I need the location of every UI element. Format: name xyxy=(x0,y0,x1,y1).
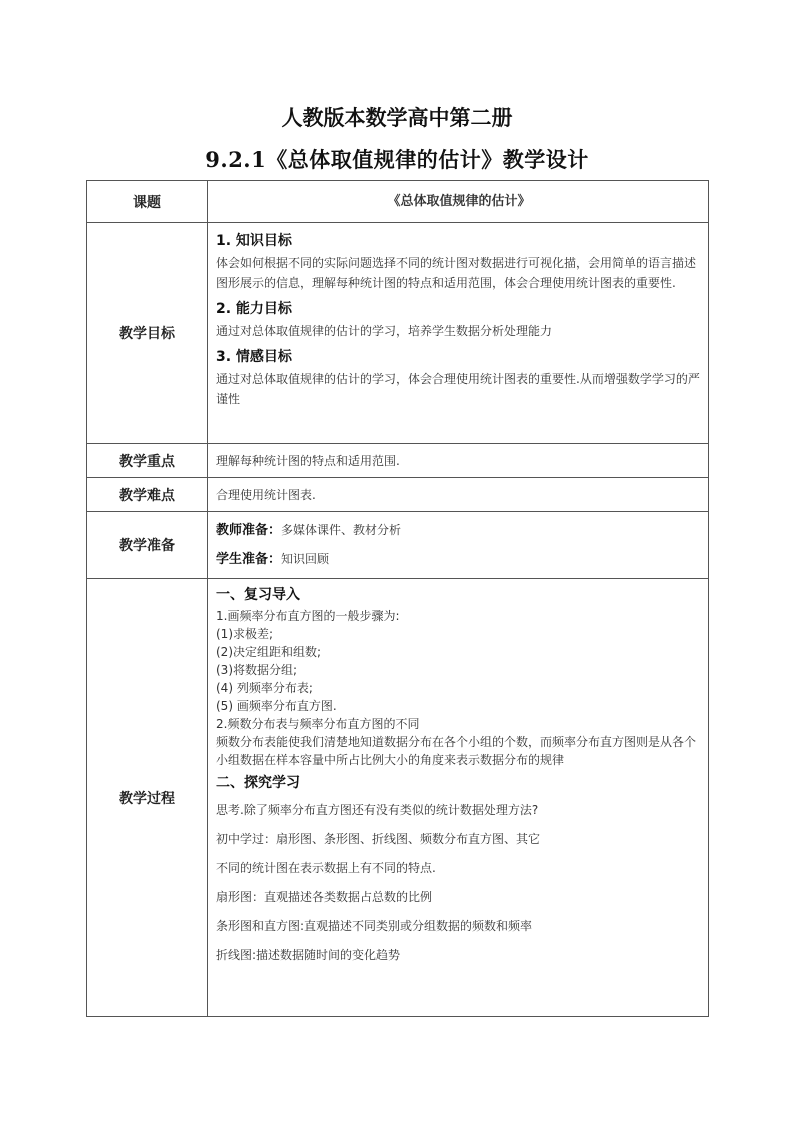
row-label-topic: 课题 xyxy=(87,181,208,223)
key-points-value: 理解每种统计图的特点和适用范围. xyxy=(216,453,400,468)
document-subtitle: 9.2.1《总体取值规律的估计》教学设计 xyxy=(205,147,589,172)
objective-heading-knowledge: 1. 知识目标 xyxy=(216,233,292,249)
teacher-preparation-value: 多媒体课件、教材分析 xyxy=(281,523,402,537)
student-preparation-label: 学生准备： xyxy=(216,552,282,567)
difficulties-value: 合理使用统计图表. xyxy=(216,487,316,502)
row-label-process: 教学过程 xyxy=(87,579,208,1017)
row-difficulties xyxy=(87,478,709,512)
explore-paragraph: 扇形图：直观描述各类数据占总数的比例 xyxy=(216,890,433,904)
review-line: (2)决定组距和组数; xyxy=(216,645,322,659)
row-process xyxy=(87,579,709,1017)
objective-heading-ability: 2. 能力目标 xyxy=(216,301,292,317)
difficulties-cell xyxy=(208,478,709,512)
row-label-key-points: 教学重点 xyxy=(87,444,208,478)
student-preparation xyxy=(216,545,702,574)
topic-value: 《总体取值规律的估计》 xyxy=(387,193,531,209)
key-points-cell xyxy=(208,444,709,478)
row-topic xyxy=(87,181,709,223)
preparation-cell xyxy=(208,512,709,579)
student-preparation-value: 知识回顾 xyxy=(281,552,330,566)
topic-cell xyxy=(208,181,709,223)
document-title: 人教版本数学高中第二册 xyxy=(281,105,513,130)
explore-paragraph: 折线图:描述数据随时间的变化趋势 xyxy=(216,948,401,962)
review-line: 1.画频率分布直方图的一般步骤为: xyxy=(216,609,400,623)
teacher-preparation-label: 教师准备： xyxy=(216,523,282,538)
review-line: (5) 画频率分布直方图. xyxy=(216,699,337,713)
explore-paragraph: 思考.除了频率分布直方图还有没有类似的统计数据处理方法? xyxy=(216,803,539,817)
row-label-preparation: 教学准备 xyxy=(87,512,208,579)
review-line: (4) 列频率分布表; xyxy=(216,681,313,695)
objective-text-emotion: 通过对总体取值规律的估计的学习，体会合理使用统计图表的重要性.从而增强数学学习的严谨性 xyxy=(216,372,700,406)
row-objectives xyxy=(87,223,709,444)
row-label-objectives: 教学目标 xyxy=(87,223,208,444)
review-line: (3)将数据分组; xyxy=(216,663,298,677)
explore-paragraph: 条形图和直方图:直观描述不同类别或分组数据的频数和频率 xyxy=(216,919,533,933)
objective-heading-emotion: 3. 情感目标 xyxy=(216,349,292,365)
objective-text-knowledge: 体会如何根据不同的实际问题选择不同的统计图对数据进行可视化描，会用简单的语言描述图形展示的信息，理解每种统计图的特点和适用范围，体会合理使用统计图表的重要性. xyxy=(216,256,697,290)
explore-paragraph: 不同的统计图在表示数据上有不同的特点. xyxy=(216,861,436,875)
review-line: (1)求极差; xyxy=(216,627,274,641)
lesson-plan-table xyxy=(86,180,709,1017)
review-line: 频数分布表能使我们清楚地知道数据分布在各个小组的个数，而频率分布直方图则是从各个小组数据在样本容量中所占比例大小的角度来表示数据分布的规律 xyxy=(216,735,697,767)
row-label-difficulties: 教学难点 xyxy=(87,478,208,512)
explore-paragraph: 初中学过：扇形图、条形图、折线图、频数分布直方图、其它 xyxy=(216,832,541,846)
review-line: 2.频数分布表与频率分布直方图的不同 xyxy=(216,717,420,731)
section-review-heading: 一、复习导入 xyxy=(216,587,300,603)
objective-text-ability: 通过对总体取值规律的估计的学习，培养学生数据分析处理能力 xyxy=(216,324,553,338)
teacher-preparation xyxy=(216,516,702,545)
objectives-cell xyxy=(208,223,709,444)
section-explore-heading: 二、探究学习 xyxy=(216,775,300,791)
row-preparation xyxy=(87,512,709,579)
row-key-points xyxy=(87,444,709,478)
process-cell xyxy=(208,579,709,1017)
